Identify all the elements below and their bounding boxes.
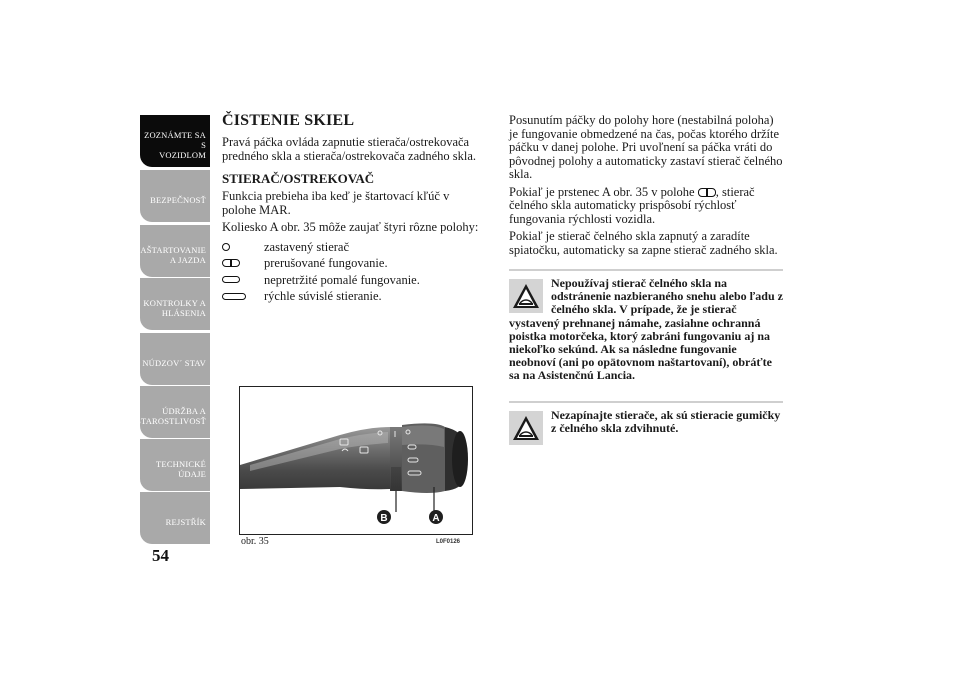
list-item: nepretržité pomalé fungovanie. [222,272,484,289]
tab-technicke-udaje[interactable]: TECHNICKÉ ÚDAJE [140,439,210,491]
paragraph-positions: Koliesko A obr. 35 môže zaujať štyri rôzne polohy: [222,220,479,234]
figure-code: L0F0126 [436,539,461,545]
subsection-title: STIERAČ/OSTREKOVAČ [222,171,375,186]
paragraph-mar: Funkcia prebieha iba keď je štartovací kľúč v polohe MAR. [222,189,450,217]
section-title: ČISTENIE SKIEL [222,112,355,129]
paragraph-auto: Pokiaľ je prstenec A obr. 35 v polohe , stierač čelného skla automaticky prispôsobí rýchlosť fungovania rýchlosti vozidla. [509,184,755,226]
tab-vozidlo[interactable]: ZOZNÁMTE SA S VOZIDLOM [140,115,210,167]
right-column [509,114,783,447]
warning-triangle-icon [509,279,543,313]
auto-wipe-icon [698,188,716,197]
figure-caption: obr. 35 [241,536,269,547]
paragraph-lever: Posunutím páčky do polohy hore (nestabilná poloha) je fungovanie obmedzené na čas, počas ktorého držíte páčku v danej polohe. Pri uvoľnení sa páčka vráti do pôvodnej polohy a automaticky zastaví stierač čelného skla. [509,113,783,181]
warning-text-raised: Nezapínajte stierače, ak sú stieracie gumičky z čelného skla zdvihnuté. [551,407,781,435]
warning-box [509,269,783,383]
page-number: 54 [152,546,169,565]
paragraph-reverse: Pokiaľ je stierač čelného skla zapnutý a zaradíte spiatočku, automaticky sa zapne stierač zadného skla. [509,229,778,257]
tab-udrzba[interactable]: ÚDRŽBA A STAROSTLIVOSŤ [140,386,210,438]
warning-text-snow: Nepoužívaj stierač čelného skla na odstránenie nazbieraného snehu alebo ľadu z čelného skla. V prípade, že je stierač vystavený prehnanej námahe, zasiahne ochranná poistka motorčeka, ktorý zabráni fungovaniu aj na niekoľko sekúnd. Ak sa následne fungovanie neobnoví (ani po opätovnom naštartovaní), obráťte sa na Asistenčnú Lancia. [509,276,783,383]
tab-startovanie[interactable]: NAŠTARTOVANIE A JAZDA [140,225,210,277]
tab-rejstrik[interactable]: REJSTŘÍK [140,492,210,544]
tab-kontrolky[interactable]: KONTROLKY A HLÁSENIA [140,278,210,330]
list-item: zastavený stierač [222,239,484,256]
list-item: rýchle súvislé stieranie. [222,288,484,305]
position-list [222,239,484,305]
fast-wipe-icon [222,293,246,300]
wiper-stalk-illustration [240,387,473,535]
warning-triangle-icon [509,411,543,445]
intro-text: Pravá páčka ovláda zapnutie stierača/ostrekovača predného skla a stierača/ostrekovača zadného skla. [222,135,477,163]
warning-box [509,401,783,447]
label-b: B [380,513,388,524]
label-a: A [432,513,440,524]
tab-nudzovy-stav[interactable]: NÚDZOV´ STAV [140,333,210,385]
tab-bezpecnost[interactable]: BEZPEČNOSŤ [140,170,210,222]
intermittent-icon [222,259,240,267]
left-column [222,112,484,305]
circle-icon [222,243,230,251]
list-item: prerušované fungovanie. [222,255,484,272]
wiper-stalk-figure [239,386,473,535]
slow-wipe-icon [222,276,240,283]
